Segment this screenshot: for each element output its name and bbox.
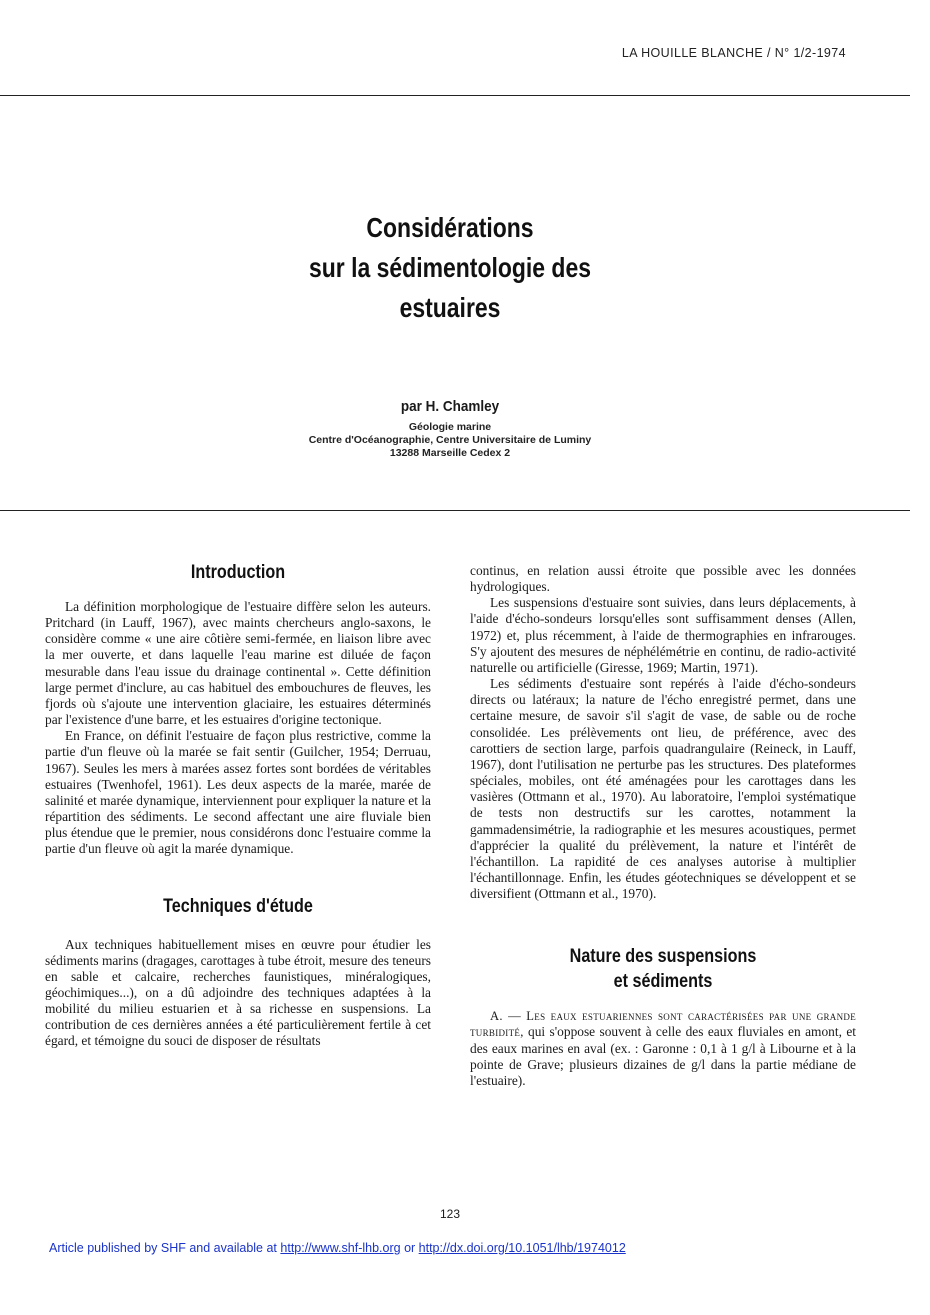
section-rule xyxy=(0,510,910,511)
title-line-3: estuaires xyxy=(399,292,501,323)
introduction-heading: Introduction xyxy=(190,562,286,583)
nature-heading-line-2: et sédiments xyxy=(613,971,713,993)
author-name: par H. Chamley xyxy=(400,398,500,415)
byline xyxy=(0,398,900,460)
footer-middle: or xyxy=(400,1241,419,1255)
intro-paragraph-2: En France, on définit l'estuaire de façon plus restrictive, comme la partie d'un fleuve où la marée se fait sentir (Guilcher, 1954; Derruau, 1967). Seules les mers à marées assez fortes sont bordées de véritables estuaires (Twenhofel, 1961). Les deux aspects de la marée, marée de salinité et marée dynamique, interviennent pour expliquer la nature et la répartition des sédiments. Le second affectant une aire fluviale bien plus étendue que le premier, nous considérons donc l'estuaire comme la partie d'un fleuve où agit la marée dynamique. xyxy=(45,728,431,857)
journal-header: LA HOUILLE BLANCHE / N° 1/2-1974 xyxy=(621,46,846,60)
title-line-2: sur la sédimentologie des xyxy=(309,252,591,283)
nature-paragraph-a-rest: qui s'oppose souvent à celle des eaux fluviales en amont, et des eaux marines en aval (ex. : Garonne : 0,1 à 1 g/l à Libourne et à la pointe de Grave; plusieurs dizaines de g/l dans la partie médiane de l'estuaire). xyxy=(470,1024,856,1088)
footer-prefix: Article published by SHF and available at xyxy=(49,1241,281,1255)
page-number: 123 xyxy=(439,1207,461,1221)
right-column xyxy=(470,563,856,1089)
nature-heading-line-1: Nature des suspensions xyxy=(569,946,757,968)
intro-paragraph-1: La définition morphologique de l'estuaire diffère selon les auteurs. Pritchard (in Lauff, 1967), avec maints chercheurs anglo-saxons, le considère comme « une aire côtière semi-fermée, en liaison libre avec la mer ouverte, et dans laquelle l'eau marine est diluée de façon mesurable dans l'eau issue du drainage continental ». Cette définition large permet d'inclure, au cas habituel des embouchures de fleuves, les fjords où s'ajoute une intervention glaciaire, les estuaires déterminés par l'existence d'une barre, et les estuaires d'origine tectonique. xyxy=(45,599,431,728)
footer-banner xyxy=(49,1241,626,1255)
title-line-1: Considérations xyxy=(366,212,534,243)
nature-paragraph-a xyxy=(470,1008,856,1089)
shf-link[interactable]: http://www.shf-lhb.org xyxy=(280,1241,401,1255)
techniques-paragraph-2: Les suspensions d'estuaire sont suivies, dans leurs déplacements, à l'aide d'écho-sondeurs lorsqu'elles sont suffisamment denses (Allen, 1972) et, plus récemment, à l'aide de thermographies en infrarouges. S'y ajoutent des mesures de néphélémétrie en continu, de radio-activité naturelle ou artificielle (Giresse, 1969; Martin, 1971). xyxy=(470,595,856,675)
techniques-paragraph-3: Les sédiments d'estuaire sont repérés à l'aide d'écho-sondeurs directs ou latéraux; la nature de l'écho enregistré permet, dans une certaine mesure, de savoir s'il s'agit de vase, de sable ou de roche consolidée. Les prélèvements ont lieu, de préférence, avec des carottiers de section large, parfois quadrangulaire (Reineck, in Lauff, 1967), dont l'utilisation ne perturbe pas les structures. Des plateformes spéciales, mobiles, ont été aménagées pour les carottages dans les vasières (Ottmann et al., 1970). Au laboratoire, l'emploi systématique de tests non destructifs sur les carottes, notamment la gammadensimétrie, la radiographie et les mesures acoustiques, permet d'apprécier la qualité du prélèvement, la nature et l'intérêt de l'échantillon. La rapidité de ces analyses autorise à multiplier l'échantillonnage. Enfin, les études géotechniques se développent et se diversifient (Ottmann et al., 1970). xyxy=(470,676,856,902)
affiliation-line-1: Géologie marine xyxy=(408,421,492,433)
top-rule xyxy=(0,95,910,96)
doi-link[interactable]: http://dx.doi.org/10.1051/lhb/1974012 xyxy=(418,1241,626,1255)
nature-paragraph-a-lead: A. — Les eaux estuariennes sont caractérisées par une grande turbidité, xyxy=(470,1009,856,1040)
techniques-heading: Techniques d'étude xyxy=(163,895,313,917)
article-title xyxy=(81,208,819,328)
affiliation-line-2: Centre d'Océanographie, Centre Universitaire de Luminy xyxy=(308,434,592,446)
nature-heading xyxy=(499,944,827,994)
techniques-paragraph-1: Aux techniques habituellement mises en œuvre pour étudier les sédiments marins (dragages, carottages à tube étroit, mesure des teneurs en sable et calcaire, recherches faunistiques, minéralogiques, géochimiques...), on a dû adjoindre des techniques adaptées à la mobilité du milieu estuarien et à sa richesse en suspensions. La contribution de ces dernières années a été particulièrement fertile à cet égard, et témoigne du souci de disposer de résultats xyxy=(45,936,431,1049)
techniques-paragraph-1-continued: continus, en relation aussi étroite que possible avec les données hydrologiques. xyxy=(470,563,856,595)
left-column xyxy=(45,560,431,1050)
affiliation-line-3: 13288 Marseille Cedex 2 xyxy=(389,447,511,459)
